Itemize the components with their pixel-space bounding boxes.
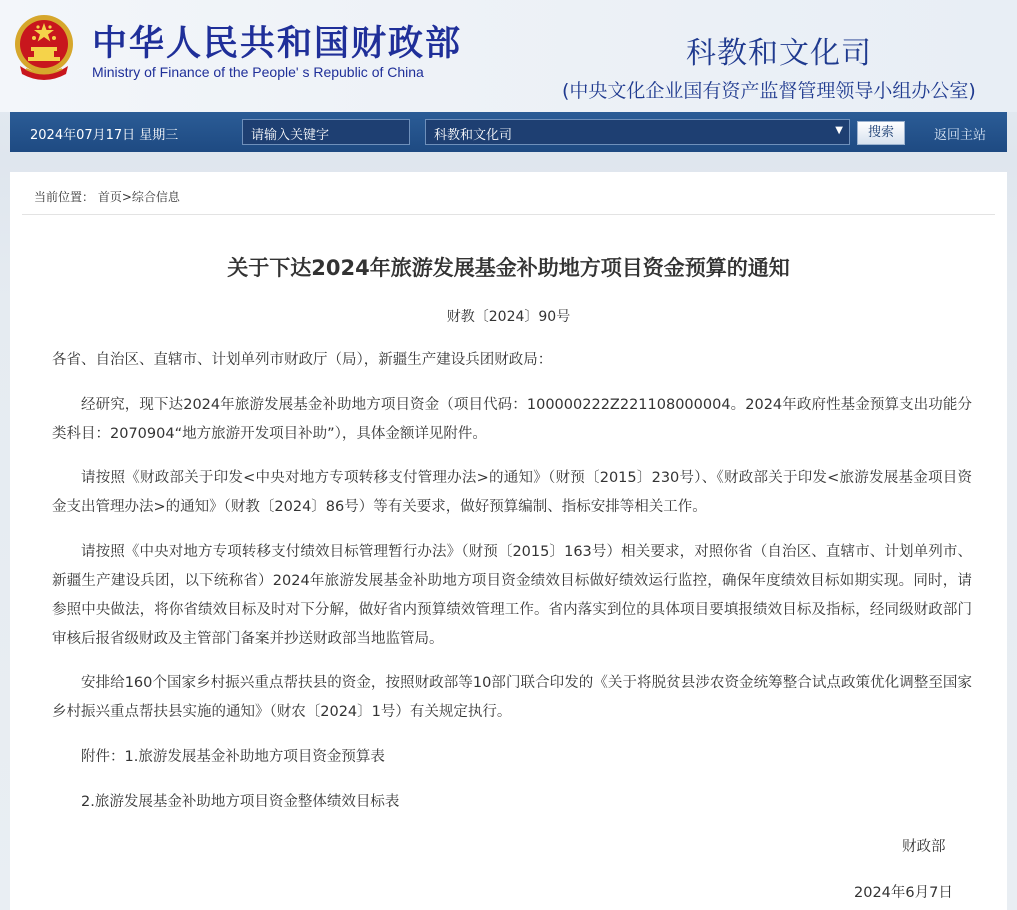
department-subtitle: (中央文化企业国有资产监督管理领导小组办公室) [562, 80, 976, 102]
site-header [0, 0, 1017, 112]
salutation: 各省、自治区、直辖市、计划单列市财政厅（局），新疆生产建设兵团财政局： [52, 352, 553, 368]
attachment-1: 附件：1.旅游发展基金补助地方项目资金预算表 [81, 749, 385, 765]
search-button[interactable]: 搜索 [857, 121, 905, 145]
article-title: 关于下达2024年旅游发展基金补助地方项目资金预算的通知 [227, 256, 790, 280]
paragraph-3: 请按照《中央对地方专项转移支付绩效目标管理暂行办法》（财预〔2015〕163号）相关要求，对照你省（自治区、直辖市、计划单列市、新疆生产建设兵团，以下统称省）2024年旅游发展基金补助地方项目资金绩效目标做好绩效运行监控，确保年度绩效目标如期实现。同时，请参照中央做法，将你省绩效目标及时对下分解，做好省内预算绩效管理工作。省内落实到位的具体项目要填报绩效目标及指标，经同级财政部门审核后报省级财政及主管部门备案并抄送财政部当地监管局。 [52, 544, 972, 647]
paragraph-4: 安排给160个国家乡村振兴重点帮扶县的资金，按照财政部等10部门联合印发的《关于将脱贫县涉农资金统筹整合试点政策优化调整至国家乡村振兴重点帮扶县实施的通知》（财农〔2024〕1号）有关规定执行。 [52, 675, 972, 720]
site-subtitle: Ministry of Finance of the People' s Republic of China [92, 64, 424, 80]
paragraph-2: 请按照《财政部关于印发<中央对地方专项转移支付管理办法>的通知》（财预〔2015〕230号）、《财政部关于印发<旅游发展基金项目资金支出管理办法>的通知》（财教〔2024〕86号）等有关要求，做好预算编制、指标安排等相关工作。 [52, 470, 972, 515]
paragraph-1: 经研究，现下达2024年旅游发展基金补助地方项目资金（项目代码：100000222Z221108000004。2024年政府性基金预算支出功能分类科目：2070904“地方旅游开发项目补助”），具体金额详见附件。 [52, 397, 972, 442]
issue-date: 2024年6月7日 [854, 885, 953, 901]
nav-bar [10, 112, 1007, 152]
current-date: 2024年07月17日 星期三 [30, 128, 179, 143]
content-panel [10, 172, 1007, 910]
attachment-2: 2.旅游发展基金补助地方项目资金整体绩效目标表 [81, 794, 400, 810]
national-emblem-icon [12, 14, 76, 82]
department-select-value: 科教和文化司 [434, 128, 513, 143]
chevron-down-icon: ▼ [835, 125, 843, 136]
department-title: 科教和文化司 [686, 36, 872, 71]
department-select[interactable] [425, 119, 850, 145]
breadcrumb: 当前位置： 首页>综合信息 [34, 190, 180, 204]
home-link[interactable]: 返回主站 [934, 128, 987, 143]
divider [22, 214, 995, 215]
search-input[interactable]: 请输入关键字 [242, 119, 410, 145]
site-title: 中华人民共和国财政部 [92, 24, 463, 64]
document-number: 财教〔2024〕90号 [446, 309, 571, 325]
signature: 财政部 [902, 839, 946, 855]
